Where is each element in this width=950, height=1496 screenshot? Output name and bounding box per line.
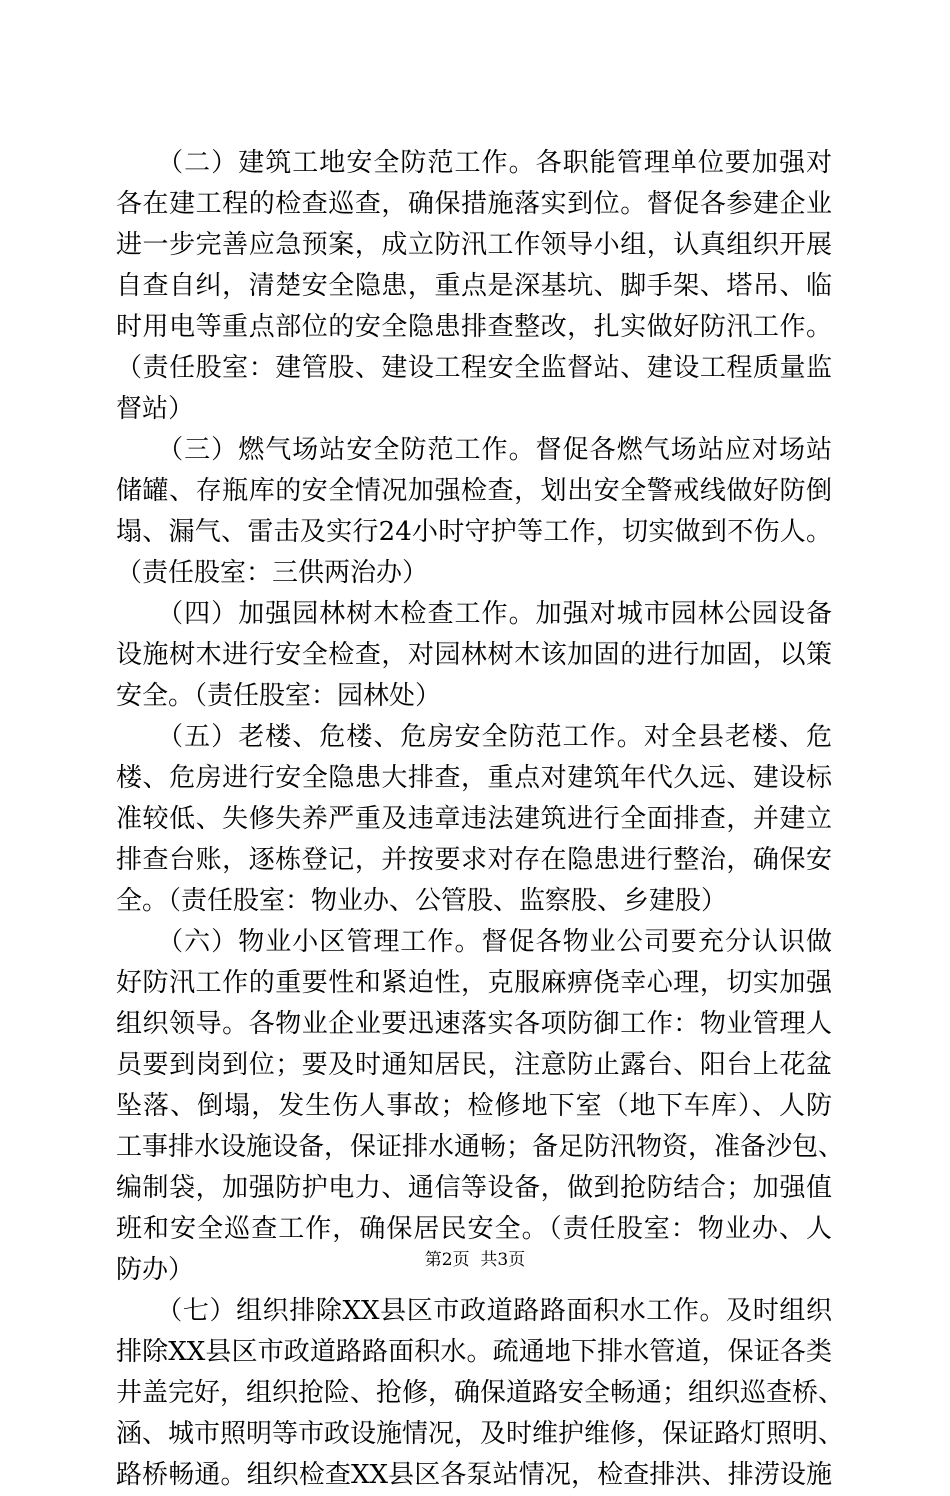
text-line: 防办） <box>116 1255 195 1285</box>
text-line: 员要到岗到位；要及时通知居民，注意防止露台、阳台上花盆 <box>116 1050 832 1080</box>
text-line: （责任股室：三供两治办） <box>116 558 429 588</box>
text-line: 准较低、失修失养严重及违章违法建筑进行全面排查，并建立 <box>116 804 832 834</box>
text-line: 路桥畅通。组织检查XX县区各泵站情况，检查排洪、排涝设施 <box>116 1460 832 1490</box>
text-line: （五）老楼、危楼、危房安全防范工作。对全县老楼、危 <box>116 722 832 752</box>
text-line: 自查自纠，清楚安全隐患，重点是深基坑、脚手架、塔吊、临 <box>116 271 832 301</box>
text-line: 楼、危房进行安全隐患大排查，重点对建筑年代久远、建设标 <box>116 763 832 793</box>
text-line: 坠落、倒塌，发生伤人事故；检修地下室（地下车库）、人防 <box>116 1091 832 1121</box>
text-line: 班和安全巡查工作，确保居民安全。（责任股室：物业办、人 <box>116 1214 832 1244</box>
text-line: 各在建工程的检查巡查，确保措施落实到位。督促各参建企业 <box>116 189 832 219</box>
document-body <box>116 143 845 1496</box>
text-line: （六）物业小区管理工作。督促各物业公司要充分认识做 <box>116 927 832 957</box>
text-line: 时用电等重点部位的安全隐患排查整改，扎实做好防汛工作。 <box>116 312 832 342</box>
text-line: （四）加强园林树木检查工作。加强对城市园林公园设备 <box>116 599 832 629</box>
text-line: （七）组织排除XX县区市政道路路面积水工作。及时组织 <box>116 1296 832 1326</box>
text-line: 涵、城市照明等市政设施情况，及时维护维修，保证路灯照明、 <box>116 1419 845 1449</box>
text-line: 工事排水设施设备，保证排水通畅；备足防汛物资，准备沙包、 <box>116 1132 845 1162</box>
text-line: 排查台账，逐栋登记，并按要求对存在隐患进行整治，确保安 <box>116 845 832 875</box>
text-line: 储罐、存瓶库的安全情况加强检查，划出安全警戒线做好防倒 <box>116 476 832 506</box>
text-line: 井盖完好，组织抢险、抢修，确保道路安全畅通；组织巡查桥、 <box>116 1378 845 1408</box>
text-line: 编制袋，加强防护电力、通信等设备，做到抢防结合；加强值 <box>116 1173 832 1203</box>
text-line: 督站） <box>116 394 195 424</box>
text-line: 塌、漏气、雷击及实行24小时守护等工作，切实做到不伤人。 <box>116 517 832 547</box>
text-line: （责任股室：建管股、建设工程安全监督站、建设工程质量监 <box>116 353 832 383</box>
page-footer: 第2页 共3页 <box>424 1250 526 1270</box>
text-line: 全。（责任股室：物业办、公管股、监察股、乡建股） <box>116 886 728 916</box>
text-line: （二）建筑工地安全防范工作。各职能管理单位要加强对 <box>116 148 832 178</box>
text-line: 组织领导。各物业企业要迅速落实各项防御工作：物业管理人 <box>116 1009 832 1039</box>
text-line: （三）燃气场站安全防范工作。督促各燃气场站应对场站 <box>116 435 832 465</box>
text-line: 排除XX县区市政道路路面积水。疏通地下排水管道，保证各类 <box>116 1337 832 1367</box>
text-line: 安全。（责任股室：园林处） <box>116 681 442 711</box>
text-line: 设施树木进行安全检查，对园林树木该加固的进行加固，以策 <box>116 640 832 670</box>
text-line: 好防汛工作的重要性和紧迫性，克服麻痹侥幸心理，切实加强 <box>116 968 832 998</box>
text-line: 进一步完善应急预案，成立防汛工作领导小组，认真组织开展 <box>116 230 832 260</box>
